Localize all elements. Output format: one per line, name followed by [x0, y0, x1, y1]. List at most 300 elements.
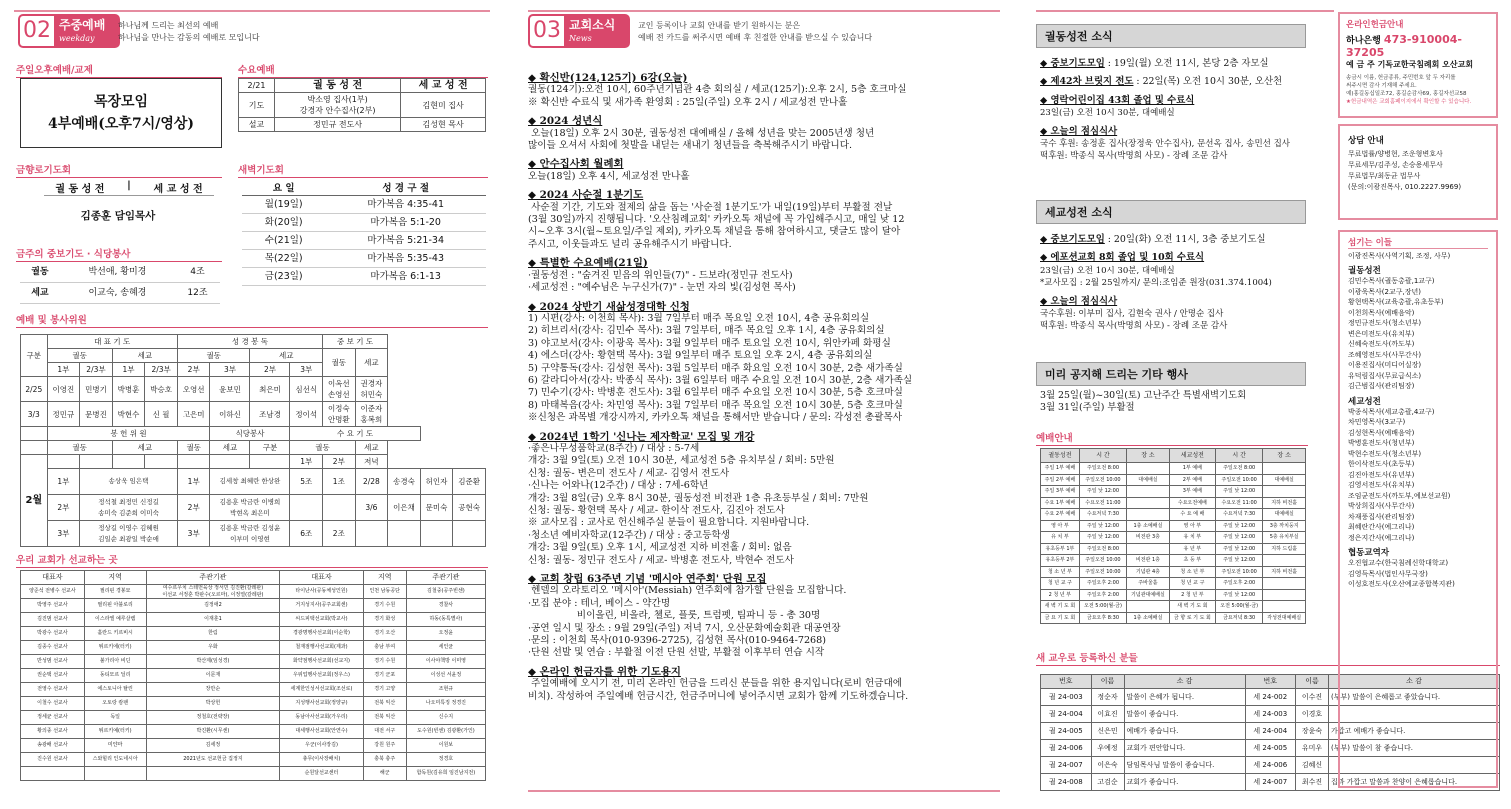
table-cell: 주일오전 10:00 [1079, 474, 1126, 486]
staff-item: 김민수목사(궐동총괄,1교구) [1348, 277, 1435, 285]
table-cell: 금요오후 8:30 [1079, 612, 1126, 624]
news-line: ·모집 분야 : 테너, 베이스 - 약간명 [528, 597, 671, 609]
table-cell: 청 소 년 부 [1041, 566, 1080, 578]
news-heading: ◆ 2024년 1학기 '신나는 제자학교' 모집 및 개강 [528, 430, 755, 443]
table-cell: 4조 [175, 262, 220, 283]
table-cell: 시 간 [1079, 449, 1126, 463]
news-item [1040, 95, 1308, 120]
news-item [1040, 126, 1308, 163]
table-cell: 유 년 부 [1169, 543, 1215, 555]
news-line: 8) 마태복음(강사: 차민영 목사): 3월 7일부터 매주 목요일 오전 10시 30분, 5층 호크마실 [528, 399, 903, 411]
table-cell: 박상헌 [146, 697, 280, 711]
dawn-heading: 새벽기도회 [238, 162, 488, 178]
table-cell: 동남아사선교회(가우리) [280, 711, 363, 725]
news-item [1040, 296, 1308, 333]
staff-item: 김진아전도사(유년부) [1348, 470, 1415, 479]
table-cell: 김세창 최혜란 한상완 [210, 469, 290, 495]
table-row [21, 441, 486, 455]
table-cell: 윤보민 [210, 377, 250, 402]
news-list [528, 72, 1000, 703]
table-cell: 지하 드림홀 [1263, 543, 1306, 555]
table-cell: 구분 [250, 441, 290, 455]
table-cell [1127, 463, 1170, 475]
table-cell: 봉 헌 위 원 [47, 427, 210, 441]
table-row [242, 268, 486, 286]
table-cell: 주바울홀 [1127, 578, 1170, 590]
news-heading: ◆ 중보기도모임 [1040, 58, 1105, 69]
news-line: 3) 야고보서(강사: 이광욱 목사): 3월 9일부터 매주 토요일 오전 10시, 위안카페 화평실 [528, 337, 891, 349]
table-cell: 김준환 [453, 469, 486, 495]
table-cell [355, 521, 388, 547]
top-rule [528, 10, 1000, 12]
table-cell [1263, 578, 1306, 590]
news-line: 많이들 오셔서 사회에 첫발을 내딛는 새내기 청년들을 축복해주시기 바랍니다. [528, 140, 853, 152]
table-cell: 오토랑 캄팬 [84, 697, 146, 711]
news-text: 23일(금) 오전 10시 30분, 대예배실 [1040, 265, 1175, 276]
table-cell: 정세균 선교사 [21, 711, 85, 725]
table-row [21, 627, 486, 641]
news-line: 7) 민수기(강사: 박병훈 전도사): 3월 6일부터 매주 수요일 오전 10시 30분, 5층 호크마실 [528, 387, 903, 399]
news-text: 국수후원: 이부미 집사, 김현숙 권사 / 안명순 집사 [1040, 309, 1224, 320]
table-cell: 공현숙 [453, 495, 486, 521]
table-cell: 2/25 [21, 377, 48, 402]
table-cell [21, 427, 48, 441]
table-cell [1127, 601, 1170, 613]
table-row [242, 196, 486, 214]
table-cell: 수요오전 11:00 [1079, 497, 1126, 509]
news-line: 오늘(18일) 오후 4시, 세교성전 만나홀 [528, 170, 690, 182]
table-cell: 이사야책방 이미영 [406, 655, 485, 669]
news-heading: ◆ 교회 창립 63주년 기념 '메시아 연주회' 단원 모집 [528, 573, 767, 586]
table-cell: 우위업행사선교회(정우스) [280, 669, 363, 683]
table-cell: 2부 [177, 363, 210, 377]
table-row [21, 469, 486, 495]
afternoon-heading: 주일오후예배/교제 [16, 62, 222, 78]
table-row [21, 669, 486, 683]
staff-item: 김성현목사(예배음악) [1348, 428, 1415, 437]
table-cell: 금 요 기 도 회 [1041, 612, 1080, 624]
table-cell: 담임목사님 말씀이 좋습니다. [1124, 757, 1245, 774]
table-cell: 수요저녁 7:30 [1079, 509, 1126, 521]
table-cell: 이름 [1296, 675, 1329, 689]
table-cell: 타이난사(공동체성인원) [280, 585, 363, 599]
table-cell: 이름 [1091, 675, 1124, 689]
table-cell: 2부 예배 [1169, 474, 1215, 486]
table-cell: 가깝고 예배가 좋습니다. [1329, 723, 1500, 740]
table-row [21, 725, 486, 739]
news-heading: ◆ 온라인 헌금자를 위한 기도용지 [528, 665, 681, 678]
table-cell: 강원 원주 [363, 739, 406, 753]
table-cell: 주일 낮 12:00 [1216, 532, 1263, 544]
staff-item: 이광욱목사(2교구,장년) [1348, 287, 1421, 296]
table-row [1041, 474, 1306, 486]
serve-table: 구분 대 표 기 도 성 경 봉 독 중 보 기 도 궐동 세교 궐동 세교 궐동 세교 1부 2/3부 1부 2/3부 2부 3부 2부 3부 2/25 이영진 민병기 박병훈 박승호 오영선 윤보민 최은미 심선식 이옥선 손영선 권경자 허민숙 3/3 정민규 문병진 박현수 신 필 고은미 이하신 조남경 정이석 이정숙 안명환 이준자 홍복희 봉 헌 위 원 식당봉사 수 요 기 도 궐동 세교 궐동 세교 구분 궐동 세교 2월 1부 2부 저녁 1부 송상욱 임은택 1부 김세창 최혜란 한상완 5조 1조 2/28 송경숙 허인자 김준환 2부 정석철 최정민 신정길 송미숙 김준희 이미숙 2부 김용훈 박금란 이병희 박현옥 최은미 3/6 이은채 문미숙 공현숙 3부 정상길 이영수 김혜원 김일순 최광일 박순애 3부 김용훈 박금란 김성윤 이부미 이영현 6조 2조 [20, 334, 486, 547]
table-cell: 나오미특징 정경진 [406, 697, 485, 711]
news-heading: ◆ 오늘의 점심식사 [1040, 125, 1118, 137]
top-rule [14, 10, 490, 12]
table-cell: 이재훈1 [146, 613, 280, 627]
table-cell: 5조 [290, 469, 323, 495]
table-row [1041, 463, 1306, 475]
news-item [1040, 58, 1308, 70]
news-line: 개강: 3월 9일(토) 오전 10시 30분, 세교성전 5층 유치부실 / 회비: 5만원 [528, 455, 835, 467]
table-cell: 김용훈 박금란 김성윤 이부미 이영현 [210, 521, 290, 547]
news-line: 개강: 3월 8일(금) 오후 8시 30분, 궐동성전 비전관 1층 유초등부실 / 회비: 7만원 [528, 492, 869, 504]
dawn-table: 요 일 성 경 구 절 월(19일) 마가복음 4:35-41 화(20일) 마가복음 5:1-20 수(21일) 마가복음 5:21-34 목(22일) 마가복음 5:35-43 금(23일) 마가복음 6:1-13 [242, 182, 486, 286]
table-cell: 2부 [250, 363, 290, 377]
table-cell: 이경호 [1296, 706, 1329, 723]
table-cell [1263, 555, 1306, 567]
staff-box: 섬기는 이들 이광진목사(사역기획, 조정, 사무) 궐동성전 김민수목사(궐동총괄,1교구) 이광욱목사(2교구,장년) 황현택목사(교육총괄,유초등부) 이천희목사(예배음악) 정민규전도사(청소년부) 변은미전도사(유치부) 신혜숙전도사(까도부) 조혜영전도사(사무간사) 이용진집사(미디어실장) 유덕림집사(무료급식소) 김근범집사(관리팀장) 세교성전 박종식목사(세교총괄,4교구) 차민영목사(3교구) 김성현목사(예배음악) 박병훈전도사(청년부) 박현수전도사(청소년부) 한이삭전도사(초등부) 김진아전도사(유년부) 김영서전도사(유치부) 조임균전도사(까도부,예보선교원) 박상희집사(사무간사) 차재풍집사(관리팀장) 최혜란간사(예그리나) 정은지간사(예그리나) 협동교역자 오진협교수(한국침례신학대학교) 김영득목사(법인사무국장) 이성호전도사(오산예교종합복지관) [1338, 230, 1498, 788]
table-cell: 청 년 교 구 [1041, 578, 1080, 590]
table-cell: 경기 수원 [363, 599, 406, 613]
table-cell: 한림 [146, 627, 280, 641]
table-cell: 대예배실 [1263, 474, 1306, 486]
staff-item: 이천희목사(예배음악) [1348, 308, 1415, 317]
table-cell: 주일 1부 예배 [1041, 463, 1080, 475]
staff-item: 신혜숙전도사(까도부) [1348, 340, 1415, 348]
table-cell: 대표자 [21, 571, 85, 585]
table-cell: 대전 서구 [363, 725, 406, 739]
staff-item: 조혜영전도사(사무간사) [1348, 350, 1422, 359]
table-cell: 권순택 선교사 [21, 669, 85, 683]
table-cell: 세 24-006 [1245, 757, 1296, 774]
page-03 [528, 0, 1000, 809]
news-line: 주일예배에 오시기 전, 미리 온라인 헌금을 드리신 분들을 위한 용지입니다(로비 헌금대에 [528, 678, 902, 690]
table-cell: 튀르키예(터키) [84, 725, 146, 739]
table-row [1041, 612, 1306, 624]
news-line: ·좋은나무성품학교(8주간) / 대상 : 5-7세 [528, 442, 700, 454]
table-cell [177, 455, 210, 469]
table-cell: 홀란드 키르비시 [84, 627, 146, 641]
table-cell: 이하신 [210, 402, 250, 427]
section-badge [18, 14, 120, 57]
table-cell: 지성행사선교회(정양규) [280, 697, 363, 711]
table-cell: 지역 [363, 571, 406, 585]
table-cell: 유 치 부 [1169, 532, 1215, 544]
news-line: ※신청은 과목별 개강시까지, 카카오톡 채널을 통해서만 받습니다 / 문의: 각성전 총괄목사 [528, 412, 902, 424]
table-row [242, 214, 486, 232]
table-cell: 3부 [210, 363, 250, 377]
table-cell: 1부 예배 [1169, 463, 1215, 475]
table-cell: 세교성전 [1169, 449, 1215, 463]
afternoon-box: 목장모임 4부예배(오후7시/영상) [20, 78, 222, 148]
table-cell: 1부 [290, 455, 323, 469]
table-cell: 6조 [290, 521, 323, 547]
table-cell: 주일오전 8:00 [1216, 463, 1263, 475]
news-heading: ◆ 오늘의 점심식사 [1040, 295, 1118, 307]
table-cell: 문병진 [80, 402, 113, 427]
table-cell: 전영수 선교사 [21, 683, 85, 697]
table-cell: 금(23일) [242, 268, 325, 286]
news-text: 국수 후원: 송정훈 집사(장정욱 안수집사), 문선옥 집사, 송민선 집사 [1040, 139, 1291, 150]
table-cell: 심선식 [290, 377, 323, 402]
announce-text: 3월 25일(월)~30일(토) 고난주간 특별새벽기도회 3월 31일(주일) 부활절 [1040, 390, 1247, 414]
gw-news-heading: 궐동성전 소식 [1036, 24, 1306, 48]
table-cell: 우군(이사장김) [280, 739, 363, 753]
table-cell: 김용훈 박금란 이병희 박현옥 최은미 [210, 495, 290, 521]
table-row [21, 402, 486, 427]
table-cell: 교회가 편안합니다. [1124, 740, 1245, 757]
table-cell: 주일 낮 12:00 [1216, 543, 1263, 555]
table-cell: 이교숙, 송혜경 [60, 283, 175, 304]
table-cell: 주일 낮 12:00 [1216, 555, 1263, 567]
table-cell: 주일오전 10:00 [1079, 555, 1126, 567]
table-row [21, 739, 486, 753]
table-cell: 동티모르 딜리 [84, 669, 146, 683]
wed-heading: 수요예배 [238, 62, 488, 78]
news-line: ※ 확신반 수료식 및 새가족 환영회 : 25일(주일) 오후 2시 / 세교성전 만나홀 [528, 96, 848, 108]
table-cell: 박광수 선교사 [21, 627, 85, 641]
table-cell: 스와힐리 인도네시아 [84, 753, 146, 767]
news-item [1040, 252, 1308, 289]
table-cell: 시 간 [1216, 449, 1263, 463]
table-cell: 1부 [47, 363, 80, 377]
table-cell: 지역 [84, 571, 146, 585]
table-cell: 2부 [323, 455, 356, 469]
table-cell: 1부 [177, 469, 210, 495]
table-cell: 3/3 [21, 402, 48, 427]
news-line: ·청소년 예비자학교(12주간) / 대상 : 중고등학생 [528, 529, 731, 541]
table-cell: 불가리아 비딘 [84, 655, 146, 669]
table-cell: 3부 [290, 363, 323, 377]
table-cell: 도수원(빈센) 김광환(가인) [406, 725, 485, 739]
staff-item: 김영득목사(법인사무국장) [1348, 569, 1428, 578]
table-cell: 궐동성전 [1041, 449, 1080, 463]
table-row [21, 377, 486, 402]
table-cell: 이준자 홍복희 [355, 402, 388, 427]
table-cell: 2/28 [355, 469, 388, 495]
table-cell: 김정애2 [146, 599, 280, 613]
table-row [21, 585, 486, 599]
table-cell: 금 향 로 기 도 회 [1169, 612, 1215, 624]
table-cell: 권경자 허민숙 [355, 377, 388, 402]
table-cell: 이원보 [406, 739, 485, 753]
table-cell: 세계한인성서선교회(조선로) [280, 683, 363, 697]
table-cell: 충남 부여 [363, 641, 406, 655]
table-cell [1127, 486, 1170, 498]
news-heading: ◆ 확신반(124,125기) 6강(오늘) [528, 72, 688, 84]
page-04 [1036, 0, 1502, 809]
table-cell [323, 495, 356, 521]
news-text: : 19일(월) 오전 11시, 본당 2층 자모실 [1104, 58, 1269, 69]
table-cell: 경기 군포 [363, 669, 406, 683]
news-text: : 20일(화) 오전 11시, 3층 중보기도실 [1104, 234, 1266, 245]
news-line: ·단원 선발 및 연습 : 부활절 이전 단원 선발, 부활절 이후부터 연습 시작 [528, 647, 825, 659]
table-cell: 번호 [1245, 675, 1296, 689]
table-row [1041, 578, 1306, 590]
table-cell: 유초등부 2부 [1041, 555, 1080, 567]
mid-heading: 금주의 중보기도 · 식당봉사 [16, 246, 222, 262]
table-cell: 전북 익산 [363, 697, 406, 711]
table-cell: 이효진 [1091, 706, 1124, 723]
intro-text: 하나님께 드리는 최선의 예배 하나님을 만나는 감동의 예배로 모입니다 [118, 21, 260, 42]
table-cell: 소 감 [1329, 675, 1500, 689]
table-cell: 마가복음 5:21-34 [325, 232, 486, 250]
table-cell: (부부) 말씀이 은혜롭고 좋았습니다. [1329, 689, 1500, 706]
table-cell: 비전관 1층 [1127, 555, 1170, 567]
table-cell: 김종수 선교사 [21, 641, 85, 655]
news-text: : 22일(목) 오전 10시 30분, 오산천 [1133, 76, 1283, 88]
table-cell: 주일 낮 12:00 [1216, 589, 1263, 601]
news-line: 신청: 궐동- 정민규 전도사 / 세교- 박병훈 전도사, 박현수 전도사 [528, 554, 794, 566]
table-cell: 영 아 부 [1169, 520, 1215, 532]
table-cell: 순원달선교센터 [280, 767, 363, 781]
serve-heading: 예배 및 봉사위원 [16, 312, 488, 328]
news-line: ·공연 일시 및 장소 : 9월 29일(주일) 저녁 7시, 오산문화예술회관 대공연장 [528, 622, 841, 634]
table-cell: 청 년 교 구 [1169, 578, 1215, 590]
table-cell: 금요저녁 8:30 [1216, 612, 1263, 624]
table-cell: 세 24-003 [1245, 706, 1296, 723]
table-cell: 세교 [355, 441, 388, 455]
table-cell: 3부 [177, 521, 210, 547]
table-cell: 2조 [323, 521, 356, 547]
table-cell: 마가복음 4:35-41 [325, 196, 486, 214]
table-cell: 이은숙 [1091, 757, 1124, 774]
table-cell: 주일오전 8:00 [1079, 543, 1126, 555]
table-cell: 2/3부 [80, 363, 113, 377]
table-cell: 고은미 [177, 402, 210, 427]
table-cell: 주일오전 8:00 [1079, 463, 1126, 475]
table-cell: 수요저녁 7:30 [1216, 509, 1263, 521]
consult-item: 무료법무/최동균 법무사 [1348, 172, 1421, 180]
news-line: ·신나는 어와나(12주간) / 대상 : 7세-6학년 [528, 480, 709, 492]
mid-table [20, 262, 220, 304]
table-cell: 번호 [1041, 675, 1092, 689]
table-cell: 집과 가깝고 말씀과 찬양이 은혜롭습니다. [1329, 774, 1500, 791]
table-cell: 경광명행사선교회(이순학) [280, 627, 363, 641]
table-cell [84, 767, 146, 781]
table-cell: 이문재 [146, 669, 280, 683]
table-cell: 지하 비전홀 [1263, 566, 1306, 578]
table-cell: 1부 [47, 469, 80, 495]
table-cell: 경기 고양 [363, 683, 406, 697]
table-cell: 거지성지사(공주교회센) [280, 599, 363, 613]
table-cell: 신수지 [406, 711, 485, 725]
table-cell: 박승호 [145, 377, 178, 402]
table-cell: 인천 남동공단 [363, 585, 406, 599]
table-cell: 오정윤 [406, 627, 485, 641]
table-cell: 정석철 최정민 신정길 송미숙 김준희 이미숙 [80, 495, 178, 521]
table-cell: 주일오전 10:00 [1079, 566, 1126, 578]
table-cell: 말씀이 좋습니다. [1124, 706, 1245, 723]
staff-item: 이성호전도사(오산예교종합복지관) [1348, 580, 1455, 588]
table-row [1041, 566, 1306, 578]
table-cell: 김혜신 [1296, 757, 1329, 774]
table-cell: 장윤숙 [1296, 723, 1329, 740]
table-cell: 반성범 선교사 [21, 655, 85, 669]
table-cell: 예배가 좋습니다. [1124, 723, 1245, 740]
intro-text: 교인 등록이나 교회 안내를 받기 원하시는 분은 예배 전 카드를 써주시면 예배 후 친절한 안내를 받으실 수 있습니다 [638, 21, 873, 42]
news-line: ·문의 : 이천희 목사(010-9396-2725), 김성현 목사(010-9464-7268) [528, 635, 827, 647]
badge-subtitle: weekday worship [59, 34, 95, 57]
table-row [1041, 449, 1306, 463]
table-cell: 정이석 [290, 402, 323, 427]
staff-item: 오진협교수(한국침례신학대학교) [1348, 559, 1449, 567]
table-cell: 궐동 [20, 262, 60, 283]
table-cell: 식당봉사 [210, 427, 290, 441]
news-item [1040, 76, 1308, 88]
staff-item: 최혜란간사(예그리나) [1348, 523, 1415, 531]
staff-item: 박병훈전도사(청년부) [1348, 439, 1415, 447]
fri-heading: 금향로기도회 [16, 162, 222, 178]
staff-item: 정은지간사(예그리나) [1348, 533, 1415, 542]
table-cell [1127, 509, 1170, 521]
table-cell [1127, 543, 1170, 555]
news-heading: ◆ 특별한 수요예배(21일) [528, 257, 648, 270]
table-cell: 여수르우치 스테먼육상 정서민 김진환(갈레판) 이선교 서정훈 박판수(오르마), 이정열(갈레판) [146, 585, 280, 599]
news-text: 23일(금) 오전 10시 30분, 대예배실 [1040, 108, 1175, 119]
table-cell: 세 24-004 [1245, 723, 1296, 740]
badge-number: 02 [23, 18, 51, 43]
table-cell: 신 필 [145, 402, 178, 427]
news-heading: ◆ 2024 사순절 1분기도 [528, 189, 644, 202]
table-cell: 주일 낮 12:00 [1079, 532, 1126, 544]
table-cell: 오전 5:00(월-금) [1216, 601, 1263, 613]
table-cell: 소 감 [1124, 675, 1245, 689]
wed-table: 2/21 궐 동 성 전 세 교 성 전 기도 박소영 집사(1부) 강경자 안수집사(2부) 김현미 집사 설교 정민규 전도사 김성현 목사 [238, 78, 486, 132]
news-heading: ◆ 에포션교회 8회 졸업 및 10회 수료식 [1040, 252, 1205, 264]
table-cell: 궐 24-003 [1041, 689, 1092, 706]
table-cell: 최수진 [1296, 774, 1329, 791]
staff-item: 차민영목사(3교구) [1348, 418, 1406, 426]
table-cell: 수 요 예 배 [1169, 509, 1215, 521]
guide-heading: 예배안내 [1036, 430, 1308, 446]
table-cell: 궐동 [177, 441, 210, 455]
news-line: ·궐동성전 : "숨겨진 믿음의 위인들(7)" - 드보라(정민규 전도사) [528, 269, 793, 281]
news-line: 5) 구약통독(강사: 김성현 목사): 3월 5일부터 매주 화요일 오전 10시 30분, 2층 새가족실 [528, 362, 903, 374]
table-cell: 주일 낮 12:00 [1216, 486, 1263, 498]
table-cell: 화약점행사선교회(선교지) [280, 655, 363, 669]
table-cell [290, 495, 323, 521]
table-row [21, 455, 486, 469]
table-cell: 경기 수원 [363, 655, 406, 669]
table-cell: 튀르키에(터키) [84, 641, 146, 655]
table-cell: 수요 2부 예배 [1041, 509, 1080, 521]
table-cell: 주일오전 10:00 [1216, 566, 1263, 578]
table-cell: 세교 [210, 441, 250, 455]
table-cell: 2 청 년 부 [1041, 589, 1080, 601]
table-cell: 화(20일) [242, 214, 325, 232]
news-item [1040, 234, 1308, 246]
table-cell: 주일오후 2:00 [1079, 589, 1126, 601]
table-cell: 이정숙 안명환 [323, 402, 356, 427]
table-row [21, 767, 486, 781]
table-cell: 마가복음 5:1-20 [325, 214, 486, 232]
gw-news [1040, 52, 1308, 163]
table-cell: 박병훈 [112, 377, 145, 402]
table-cell: 대예배실 [1263, 509, 1306, 521]
table-cell: 대세행사선교회(안연수) [280, 725, 363, 739]
table-cell: 장 소 [1127, 449, 1170, 463]
table-row [1041, 509, 1306, 521]
table-row [21, 655, 486, 669]
table-cell: 5층 유치부실 [1263, 532, 1306, 544]
table-cell: 궐 24-004 [1041, 706, 1092, 723]
table-row [21, 599, 486, 613]
table-cell [21, 441, 48, 455]
table-row [1041, 520, 1306, 532]
table-cell: 주일오전 10:00 [1216, 474, 1263, 486]
table-cell: 독일 [84, 711, 146, 725]
announce-heading: 미리 공지해 드리는 기타 행사 [1036, 362, 1306, 386]
staff-item: 한이삭전도사(초등부) [1348, 460, 1415, 468]
table-cell: 김진범 선교사 [21, 613, 85, 627]
table-cell: 1부 [112, 363, 145, 377]
table-cell: 주관기관 [146, 571, 280, 585]
table-cell: 2/3부 [145, 363, 178, 377]
table-cell: 문미숙 [420, 495, 453, 521]
